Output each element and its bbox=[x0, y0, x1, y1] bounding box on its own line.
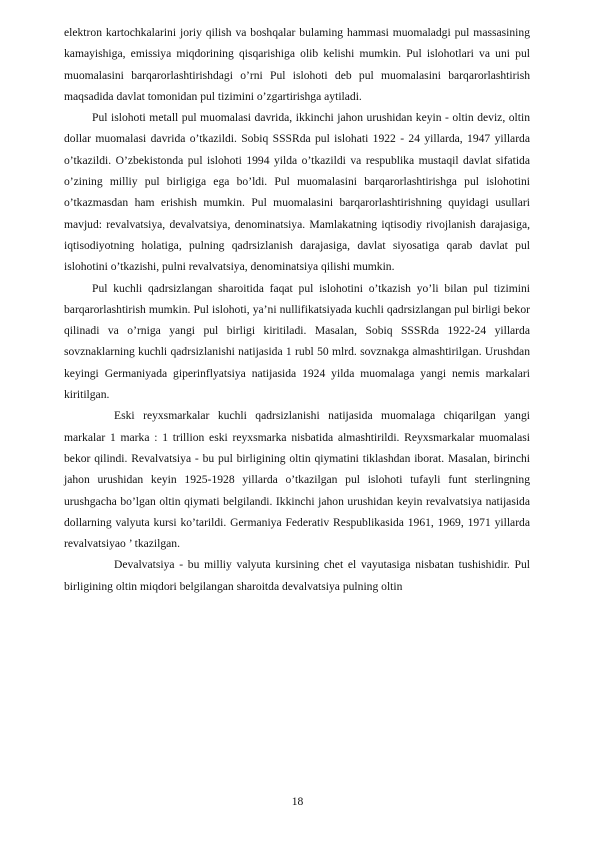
paragraph-4: Eski reyxsmarkalar kuchli qadrsizlanishi natijasida muomalaga chiqarilgan yangi markalar 1 marka : 1 trillion eski reyxsmarka nisbatida almashtirildi. Reyxsmarkalar muomalasi bekor qilindi. Revalvatsiya - bu pul birligining oltin qiymatini tiklashdan iborat. Masalan, birinchi jahon urushidan keyin 1925-1928 yillarda o’tkazilgan pul islohoti tufayli funt sterlingning urushgacha bo’lgan oltin qiymati belgilandi. Ikkinchi jahon urushidan keyin revalvatsiya natijasida dollarning valyuta kursi ko’tarildi. Germaniya Federativ Respublikasida 1961, 1969, 1971 yillarda revalvatsiyao ’ tkazilgan. bbox=[64, 409, 530, 551]
paragraph-3: Pul kuchli qadrsizlangan sharoitida faqat pul islohotini o’tkazish yo’li bilan pul tizimini barqarorlashtirish mumkin. Pul islohoti, ya’ni nullifikatsiyada kuchli qadrsizlangan pul birligi bekor qilinadi va o’rniga yangi pul birligi kiritiladi. Masalan, Sobiq SSSRda 1922-24 yillarda sovznaklarning kuchli qadrsizlanishi natijasida 1 rubl 50 mlrd. sovznakga almashtirilgan. Urushdan keyingi Germaniyada giperinflyatsiya natijasida 1924 yilda muomalaga yangi nemis markalari kiritilgan. bbox=[64, 281, 530, 402]
body-text bbox=[64, 22, 530, 597]
paragraph-5: Devalvatsiya - bu milliy valyuta kursining chet el vayutasiga nisbatan tushishidir. Pul birligining oltin miqdori belgilangan sharoitda devalvatsiya pulning oltin bbox=[64, 558, 530, 593]
paragraph-1: elektron kartochkalarini joriy qilish va boshqalar bulaming hammasi muomaladgi pul massasining kamayishiga, emissiya miqdorining qisqarishiga olib kelishi mumkin. Pul islohotlari va uni pul muomalasini barqarorlashtirishdagi o’rni Pul islohoti deb pul muomalasini barqarorlashtirish maqsadida davlat tomonidan pul tizimini o’zgartirishga aytiladi. bbox=[64, 26, 530, 103]
page-number: 18 bbox=[291, 795, 304, 808]
paragraph-2: Pul islohoti metall pul muomalasi davrida, ikkinchi jahon urushidan keyin - oltin deviz, oltin dollar muomalasi davrida o’tkazildi. Sobiq SSSRda pul islohati 1922 - 24 yillarda, 1947 yillarda o’tkazildi. O’zbekistonda pul islohoti 1994 yilda o’tkazildi va respublika mustaqil davlat sifatida o’zining milliy pul birligiga ega bo’ldi. Pul muomalasini barqarorlashtirishga pul islohotini o’tkazmasdan ham erishish mumkin. Pul muomalasini barqarorlashtirishning quyidagi usullari mavjud: revalvatsiya, devalvatsiya, denominatsiya. Mamlakatning iqtisodiy rivojlanish darajasiga, iqtisodiyotning holatiga, pulning qadrsizlanish darajasiga, davlat siyosatiga qarab davlat pul islohotini o’tkazishi, pulni revalvatsiya, denominatsiya qilishi mumkin. bbox=[64, 111, 530, 274]
